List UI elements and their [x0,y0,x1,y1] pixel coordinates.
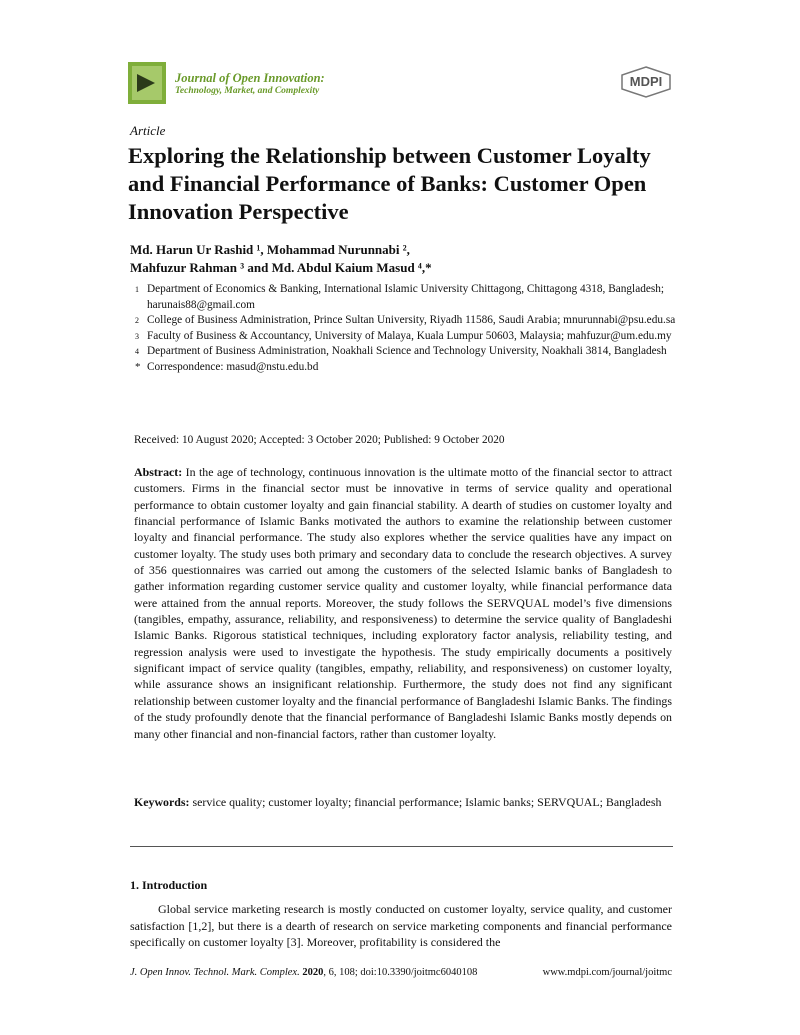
article-type: Article [130,123,166,138]
affiliation-marker: 1 [135,285,139,294]
section-divider [130,846,673,847]
affiliation-marker: 3 [135,331,139,341]
affiliation-marker: 4 [135,347,139,356]
affiliation-text: College of Business Administration, Prince Sultan University, Riyadh 11586, Saudi Arabia; mnurunnabi@psu.edu.sa [147,314,676,326]
footer-url[interactable]: www.mdpi.com/journal/joitmc [542,967,672,978]
paper-title: Exploring the Relationship between Customer Loyalty and Financial Performance of Banks: Customer Open Innovation Perspective [128,143,651,224]
abstract-text: In the age of technology, continuous innovation is the ultimate motto of the financial sector to attract customers. Firms in the financial sector must be innovative in terms of service quality and operational performance to obtain customer loyalty and gain financial stability. A dearth of studies on customer loyalty and financial performance of Islamic Banks motivated the authors to examine the relationship between customer loyalty and financial performance. The study also explores whether the service qualities have any impact on customer loyalty. The study uses both primary and secondary data to conclude the research objectives. A survey of 356 questionnaires was carried out among the customers of the selected Islamic banks of Bangladesh to gather information regarding customer service quality and customer loyalty, while financial performance data were attained from the annual reports. Moreover, the study follows the SERVQUAL model’s five dimensions (tangibles, empathy, assurance, reliability, and responsiveness) to determine the service quality of Bangladeshi Islamic Banks. Rigorous statistical techniques, including exploratory factor analysis, reliability testing, and regression analysis were used to investigate the hypothesis. The study empirically documents a positively significant impact of service quality (tangibles, empathy, reliability, and responsiveness) on customer loyalty, while assurance shows an insignificant relationship. Furthermore, the study does not find any significant relationship between customer loyalty and the financial performance of Bangladeshi Islamic Banks. The findings of the study profoundly denote that the financial performance of Bangladeshi Islamic Banks mostly depends on many other financial and non-financial factors, rather than customer loyalty. [134,465,672,741]
abstract-label: Abstract: [134,465,183,479]
page-footer [130,967,672,978]
correspondence-marker: * [135,360,141,373]
citation-journal: J. Open Innov. Technol. Mark. Complex. [130,967,300,978]
affiliations [130,282,690,375]
affiliation-text: Department of Economics & Banking, International Islamic University Chittagong, Chittagong 4318, Bangladesh; harunais88@gmail.com [147,283,665,311]
affiliation-item [130,329,690,345]
keywords [134,794,672,810]
section-heading-introduction: 1. Introduction [130,878,208,892]
keywords-text: service quality; customer loyalty; financial performance; Islamic banks; SERVQUAL; Bangladesh [192,795,662,809]
abstract [134,464,672,742]
keywords-label: Keywords: [134,795,190,809]
author-list [130,241,690,277]
journal-subtitle: Technology, Market, and Complexity [175,86,320,96]
correspondence-item [130,360,690,376]
journal-title [175,72,325,98]
correspondence-text: Correspondence: masud@nstu.edu.bd [147,360,319,373]
affiliation-item [130,313,690,329]
affiliation-text: Faculty of Business & Accountancy, University of Malaya, Kuala Lumpur 50603, Malaysia; mahfuzur@um.edu.my [147,329,672,342]
citation-year: 2020 [302,967,324,978]
footer-citation [130,967,477,978]
affiliation-text: Department of Business Administration, Noakhali Science and Technology University, Noakhali 3814, Bangladesh [147,345,667,357]
affiliation-marker: 2 [135,316,139,325]
authors-line-2: Mahfuzur Rahman ³ and Md. Abdul Kaium Masud ⁴,* [130,260,432,275]
publication-dates: Received: 10 August 2020; Accepted: 3 October 2020; Published: 9 October 2020 [134,434,505,446]
citation-details: , 6, 108; doi:10.3390/joitmc6040108 [323,967,478,978]
affiliation-item [130,282,690,313]
introduction-paragraph: Global service marketing research is mostly conducted on customer loyalty, service quality, and customer satisfaction [1,2], but there is a dearth of research on service marketing components and financial performance specifically on customer loyalty [3]. Moreover, profitability is considered the [130,902,672,949]
mdpi-logo-text: MDPI [629,74,663,89]
journal-logo-icon [128,62,166,104]
mdpi-logo [620,66,672,98]
authors-line-1: Md. Harun Ur Rashid ¹, Mohammad Nurunnabi ², [130,242,410,257]
journal-name: Journal of Open Innovation: [175,71,325,85]
affiliation-item [130,344,690,360]
